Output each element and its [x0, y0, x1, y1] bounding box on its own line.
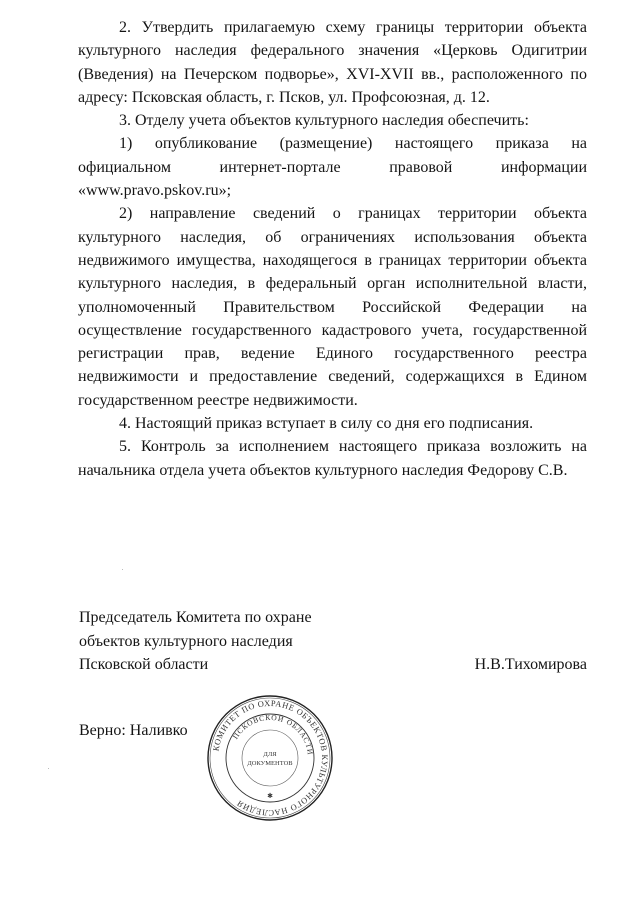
seal-graphic [206, 694, 334, 822]
paragraph-subitem-2: 2) направление сведений о границах территории объекта культурного наследия, об ограничениях использования объекта недвижимого имущества, находящегося в границах территории объекта культурного наследия, в федеральный орган исполнительной власти, уполномоченный Правительством Российской Федерации на осуществление государственного кадастрового учета, государственной регистрации прав, ведение Единого государственного реестра недвижимости и предоставление сведений, содержащихся в Едином государственном реестре недвижимости. [78, 205, 587, 409]
paragraph-item-5: 5. Контроль за исполнением настоящего приказа возложить на начальника отдела учета объектов культурного наследия Федорову С.В. [78, 438, 587, 479]
paragraph-item-3: 3. Отделу учета объектов культурного наследия обеспечить: [119, 112, 529, 130]
scan-speck [48, 768, 49, 769]
scan-speck [122, 569, 123, 570]
seal-inner-text: ПСКОВСКОЙ ОБЛАСТИ [230, 712, 315, 756]
paragraph-subitem-1: 1) опубликование (размещение) настоящего приказа на официальном интернет-портале правовой информации «www.pravo.pskov.ru»; [78, 135, 587, 200]
seal-star-icon: ✱ [267, 792, 273, 800]
document-body [78, 16, 587, 482]
signatory-position-line: Председатель Комитета по охране [79, 609, 312, 626]
paragraph-item-4: 4. Настоящий приказ вступает в силу со дня его подписания. [119, 415, 534, 433]
signatory-position-line: Псковской области [79, 656, 209, 673]
signatory-position-line: объектов культурного наследия [79, 632, 293, 650]
signatory-name: Н.В.Тихомирова [474, 656, 587, 673]
paragraph-item-2: 2. Утвердить прилагаемую схему границы территории объекта культурного наследия федерального значения «Церковь Одигитрии (Введения) на Печерском подворье», XVI-XVII вв., расположенного по адресу: Псковская область, г. Псков, ул. Профсоюзная, д. 12. [78, 19, 587, 106]
official-seal-stamp [206, 694, 334, 822]
seal-center-line-1: ДЛЯ [263, 751, 277, 758]
seal-center-line-2: ДОКУМЕНТОВ [247, 760, 293, 767]
seal-outer-text: КОМИТЕТ ПО ОХРАНЕ ОБЪЕКТОВ КУЛЬТУРНОГО НАСЛЕДИЯ [211, 698, 330, 818]
certification-label: Верно: Наливко [79, 722, 188, 739]
signatory-position [79, 606, 312, 677]
